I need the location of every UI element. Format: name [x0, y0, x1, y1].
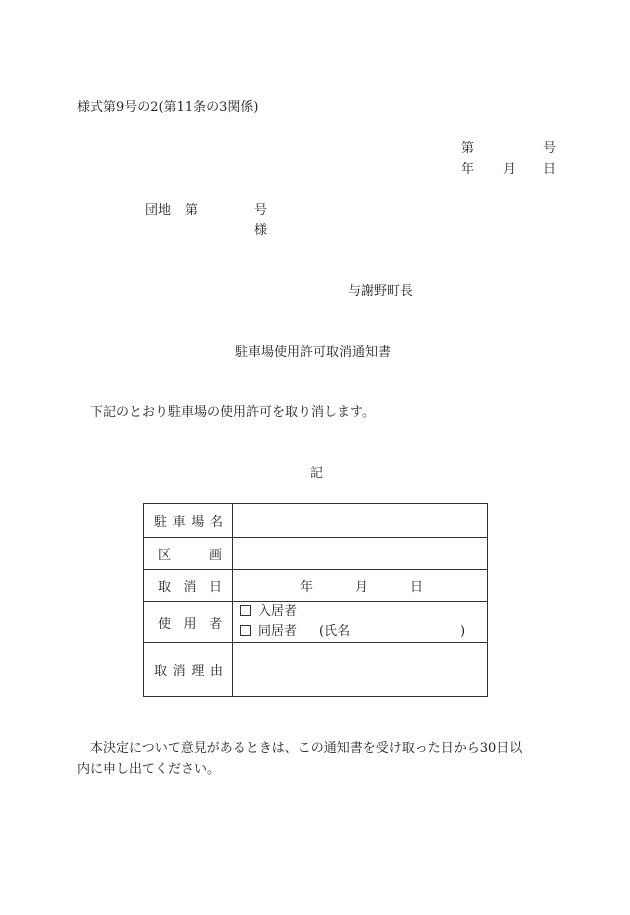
parking-name-label: 駐 車 場 名 — [144, 504, 233, 538]
resident-checkbox[interactable] — [240, 605, 251, 616]
addressee-sama: 様 — [254, 223, 268, 238]
parking-name-value[interactable] — [233, 504, 488, 538]
body-text: 下記のとおり駐車場の使用許可を取り消します。 — [90, 405, 375, 420]
table-row-cancel-date — [144, 570, 488, 602]
addressee-danchi: 団地 — [145, 203, 172, 218]
footer-text-line1: 本決定について意見があるときは、この通知書を受け取った日から30日以 — [90, 741, 523, 756]
document-number-suffix: 号 — [543, 141, 557, 156]
cancel-date-month: 月 — [355, 580, 369, 595]
table-row-user — [144, 602, 488, 643]
cancel-date-day: 日 — [410, 580, 424, 595]
issuer-name: 与謝野町長 — [348, 284, 414, 299]
table-row-reason — [144, 643, 488, 697]
option-resident-row[interactable] — [233, 602, 487, 622]
form-number-label: 様式第9号の2(第11条の3関係) — [77, 100, 259, 115]
user-options — [233, 602, 488, 643]
section-value[interactable] — [233, 538, 488, 570]
option-cohabitant-label: 同居者 — [258, 624, 298, 639]
table-row-parking-name — [144, 504, 488, 538]
name-close-label: ) — [460, 624, 466, 639]
document-title: 駐車場使用許可取消通知書 — [235, 345, 392, 360]
cancel-date-year: 年 — [300, 580, 314, 595]
details-table — [143, 503, 488, 697]
footer-text-line2: 内に申し出てください。 — [77, 762, 221, 777]
addressee-dai: 第 — [185, 203, 199, 218]
user-label: 使 用 者 — [144, 602, 233, 643]
addressee-go: 号 — [254, 203, 268, 218]
reason-value[interactable] — [233, 643, 488, 697]
ki-label: 記 — [310, 466, 324, 481]
name-open-label: (氏名 — [319, 624, 351, 639]
document-number-prefix: 第 — [461, 141, 475, 156]
date-month-label: 月 — [503, 162, 517, 177]
table-row-section — [144, 538, 488, 570]
date-year-label: 年 — [461, 162, 475, 177]
option-cohabitant-row[interactable] — [233, 622, 487, 642]
cohabitant-checkbox[interactable] — [240, 625, 251, 636]
option-resident-label: 入居者 — [258, 604, 298, 619]
date-day-label: 日 — [543, 162, 557, 177]
section-label: 区 画 — [144, 538, 233, 570]
cancel-date-label: 取 消 日 — [144, 570, 233, 602]
cancel-date-value[interactable] — [233, 570, 488, 602]
reason-label: 取 消 理 由 — [144, 643, 233, 697]
